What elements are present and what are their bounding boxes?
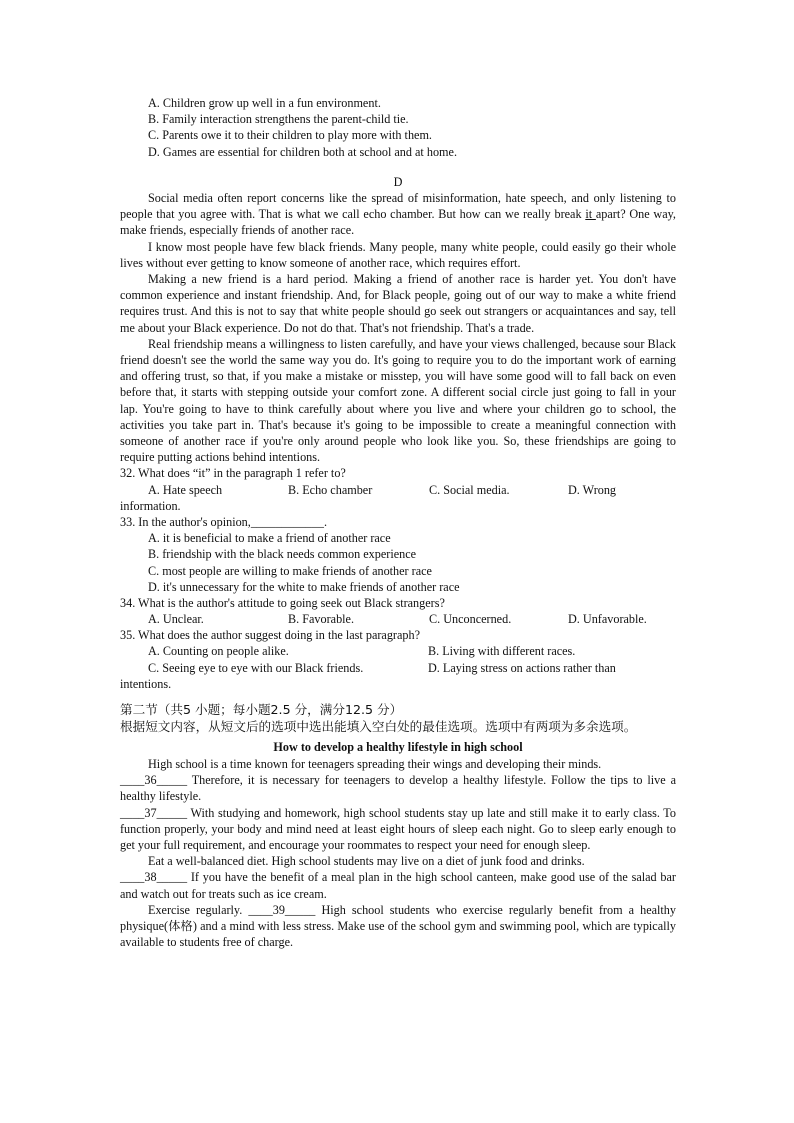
q34-option-d: D. Unfavorable. (568, 612, 647, 627)
q34-options (120, 611, 676, 627)
article-paragraph-1: High school is a time known for teenagers spreading their wings and developing their minds. (148, 757, 602, 772)
section-heading: 第二节（共5 小题；每小题2.5 分，满分12.5 分） (120, 702, 403, 718)
q31-option-a: A. Children grow up well in a fun environment. (148, 96, 381, 110)
q33-option-d: D. it's unnecessary for the white to make friends of another race (148, 579, 460, 594)
q35-option-d-overflow: intentions. (120, 676, 172, 691)
passage-paragraph-3: Making a new friend is a hard period. Making a friend of another race is harder yet. You don't have common experience and instant friendship. And, for Black people, going out of our way to make a white friend requires trust. And this is not to say that white people should go seek out strangers or acquaintances and say, tell me about your Black experience. Do not do that. That's not friendship. That's a trade. (120, 271, 676, 335)
q33-stem-line (120, 514, 676, 530)
q35-stem: 35. What does the author suggest doing in the last paragraph? (120, 628, 420, 643)
passage-paragraph-2: I know most people have few black friends. Many people, many white people, could easily go their whole lives without ever getting to know someone of another race, which requires effort. (120, 239, 676, 270)
q33-option-c: C. most people are willing to make friends of another race (148, 563, 432, 578)
passage-letter: D (393, 174, 403, 189)
q31-option-d: D. Games are essential for children both at school and at home. (148, 144, 457, 159)
article-paragraph-3: Eat a well-balanced diet. High school students may live on a diet of junk food and drinks. (148, 854, 585, 869)
q33-option-a: A. it is beneficial to make a friend of another race (148, 531, 391, 546)
q32-option-a: A. Hate speech (148, 482, 223, 497)
q32-stem: 32. What does “it” in the paragraph 1 refer to? (120, 466, 346, 481)
q35-option-c: C. Seeing eye to eye with our Black friends. (148, 660, 364, 675)
q35-option-d: D. Laying stress on actions rather than (428, 660, 616, 675)
blank-37[interactable]: ____37_____ (120, 805, 188, 820)
q32-option-c: C. Social media. (429, 482, 510, 497)
article-paragraph-3b: ____38_____ If you have the benefit of a meal plan in the high school canteen, make good use of the salad bar and watch out for treats such as ice cream. (120, 870, 676, 901)
q35-options-row-2 (120, 660, 676, 676)
q35-option-a: A. Counting on people alike. (148, 644, 289, 659)
q35-options-row-1 (120, 643, 676, 659)
article-paragraph-4: Exercise regularly. ____39_____ High school students who exercise regularly benefit from a healthy physique(体格) and a mind with less stress. Make use of the school gym and swimming pool, which are typically available to students free of charge. (120, 902, 676, 950)
q31-option-c: C. Parents owe it to their children to play more with them. (148, 128, 432, 143)
q34-option-c: C. Unconcerned. (429, 612, 512, 627)
q32-option-d-overflow: information. (120, 498, 181, 513)
passage-paragraph-4: Real friendship means a willingness to listen carefully, and have your views challenged, because sour Black friend doesn't see the world the same way you do. It's going to require you to do the important work of earning and offering trust, so that, if you make a mistake or misstep, you will have some good will to fall back on even before that, it starts with stepping outside your comfort zone. A different social circle just going to fall in your lap. You're going to have to think carefully about where you live and where your children go to school, the activities you take part in. That's because it's going to be impossible to create a meaningful connection with someone of another race if you're only around people who look like you. So, these friendships are going to require putting actions behind intentions. (120, 336, 676, 465)
q34-option-a: A. Unclear. (148, 612, 204, 627)
article-title: How to develop a healthy lifestyle in high school (273, 740, 523, 755)
q33-stem: 33. In the author's opinion, (120, 514, 251, 529)
article-paragraph-2: ____37_____ With studying and homework, high school students stay up late and still make it to early class. To function properly, your body and mind need at least eight hours of sleep each night. Go to sleep early enough to get your full requirement, and encourage your roommates to respect your need for enough sleep. (120, 805, 676, 853)
q32-options (120, 482, 676, 498)
article-paragraph-1b: ____36_____ Therefore, it is necessary for teenagers to develop a healthy lifestyle. Follow the tips to live a healthy lifestyle. (120, 773, 676, 804)
q31-option-b: B. Family interaction strengthens the parent-child tie. (148, 112, 409, 127)
underlined-it: it (585, 207, 596, 222)
q34-option-b: B. Favorable. (288, 612, 355, 627)
section-instruction: 根据短文内容，从短文后的选项中选出能填入空白处的最佳选项。选项中有两项为多余选项。 (120, 719, 637, 735)
passage-paragraph-1: Social media often report concerns like the spread of misinformation, hate speech, and only listening to people that you agree with. That is what we call echo chamber. But how can we really break it apart? One way, make friends, especially friends of another race. (120, 190, 676, 238)
q32-option-b: B. Echo chamber (288, 482, 373, 497)
q34-stem: 34. What is the author's attitude to going seek out Black strangers? (120, 595, 445, 610)
q35-option-b: B. Living with different races. (428, 644, 576, 659)
q32-option-d: D. Wrong (568, 482, 617, 497)
document-page (120, 95, 676, 950)
q33-blank: ____________. (250, 514, 327, 529)
blank-36[interactable]: ____36_____ (120, 773, 188, 788)
blank-38[interactable]: ____38_____ (120, 870, 188, 885)
q33-option-b: B. friendship with the black needs common experience (148, 547, 417, 562)
blank-39[interactable]: ____39_____ (248, 902, 316, 917)
